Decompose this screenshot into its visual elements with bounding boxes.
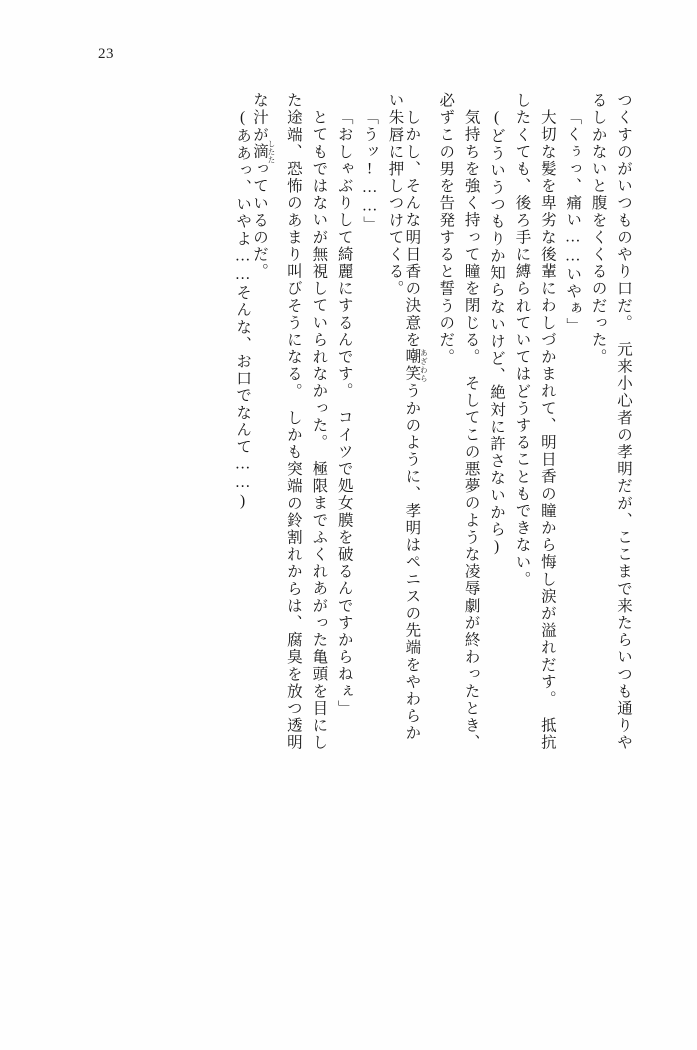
page-number: 23 [98, 46, 114, 62]
text-column: つくすのがいつものやり口だ。 元来小心者の孝明だが、ここまで来たらいつも通りや [615, 92, 632, 752]
column-text-part: うかのように、孝明はペニスの先端をやわらか [403, 382, 421, 742]
column-text-part: な汁が [251, 92, 269, 144]
text-column: 「うッ!……」 [361, 109, 379, 234]
ruby-annotation: 嘲笑 あざわら [403, 348, 429, 383]
text-column: したくても、後ろ手に縛られていてはどうすることもできない。 [513, 92, 531, 588]
text-column: 「おしゃぶりして綺麗にするんです。 コイツで処女膜を破るんですからねぇ」 [335, 109, 353, 717]
column-text-part: しかし、そんな明日香の決意を [403, 109, 421, 349]
text-column: (どういうつもりか知らないけど、絶対に許さないから) [488, 109, 506, 557]
text-column: るしかないと腹をくくるのだった。 [589, 92, 607, 366]
ruby-annotation: 滴 したた [251, 139, 277, 164]
text-column: た途端、恐怖のあまり叫びそうになる。 しかも突端の鈴割れからは、腐臭を放つ透明 [284, 92, 302, 752]
text-column: 必ずこの男を告発すると誓うのだ。 [437, 92, 455, 366]
text-column: とてもではないが無視していられなかった。 極限までふくれあがった亀頭を目にし [310, 109, 328, 752]
vertical-text-body [71, 92, 631, 912]
ruby-reading: あざわら [419, 348, 429, 383]
text-column-with-ruby [402, 92, 427, 929]
text-column: (ああっ、いやよ……そんな、お口でなんて……) [234, 109, 252, 512]
text-column: 大切な髪を卑劣な後輩にわしづかまれて、明日香の瞳から悔し涙が溢れだす。 抵抗 [538, 109, 556, 752]
ruby-reading: したた [267, 139, 277, 164]
text-column: 気持ちを強く持って瞳を閉じる。 そしてこの悪夢のような凌辱劇が終わったとき、 [462, 109, 480, 752]
column-text-part: っているのだ。 [251, 160, 269, 281]
text-column: い朱唇に押しつけてくる。 [386, 92, 404, 298]
text-column: 「くぅっ、痛い……いやぁ」 [564, 109, 582, 335]
text-column-with-ruby [250, 92, 275, 912]
